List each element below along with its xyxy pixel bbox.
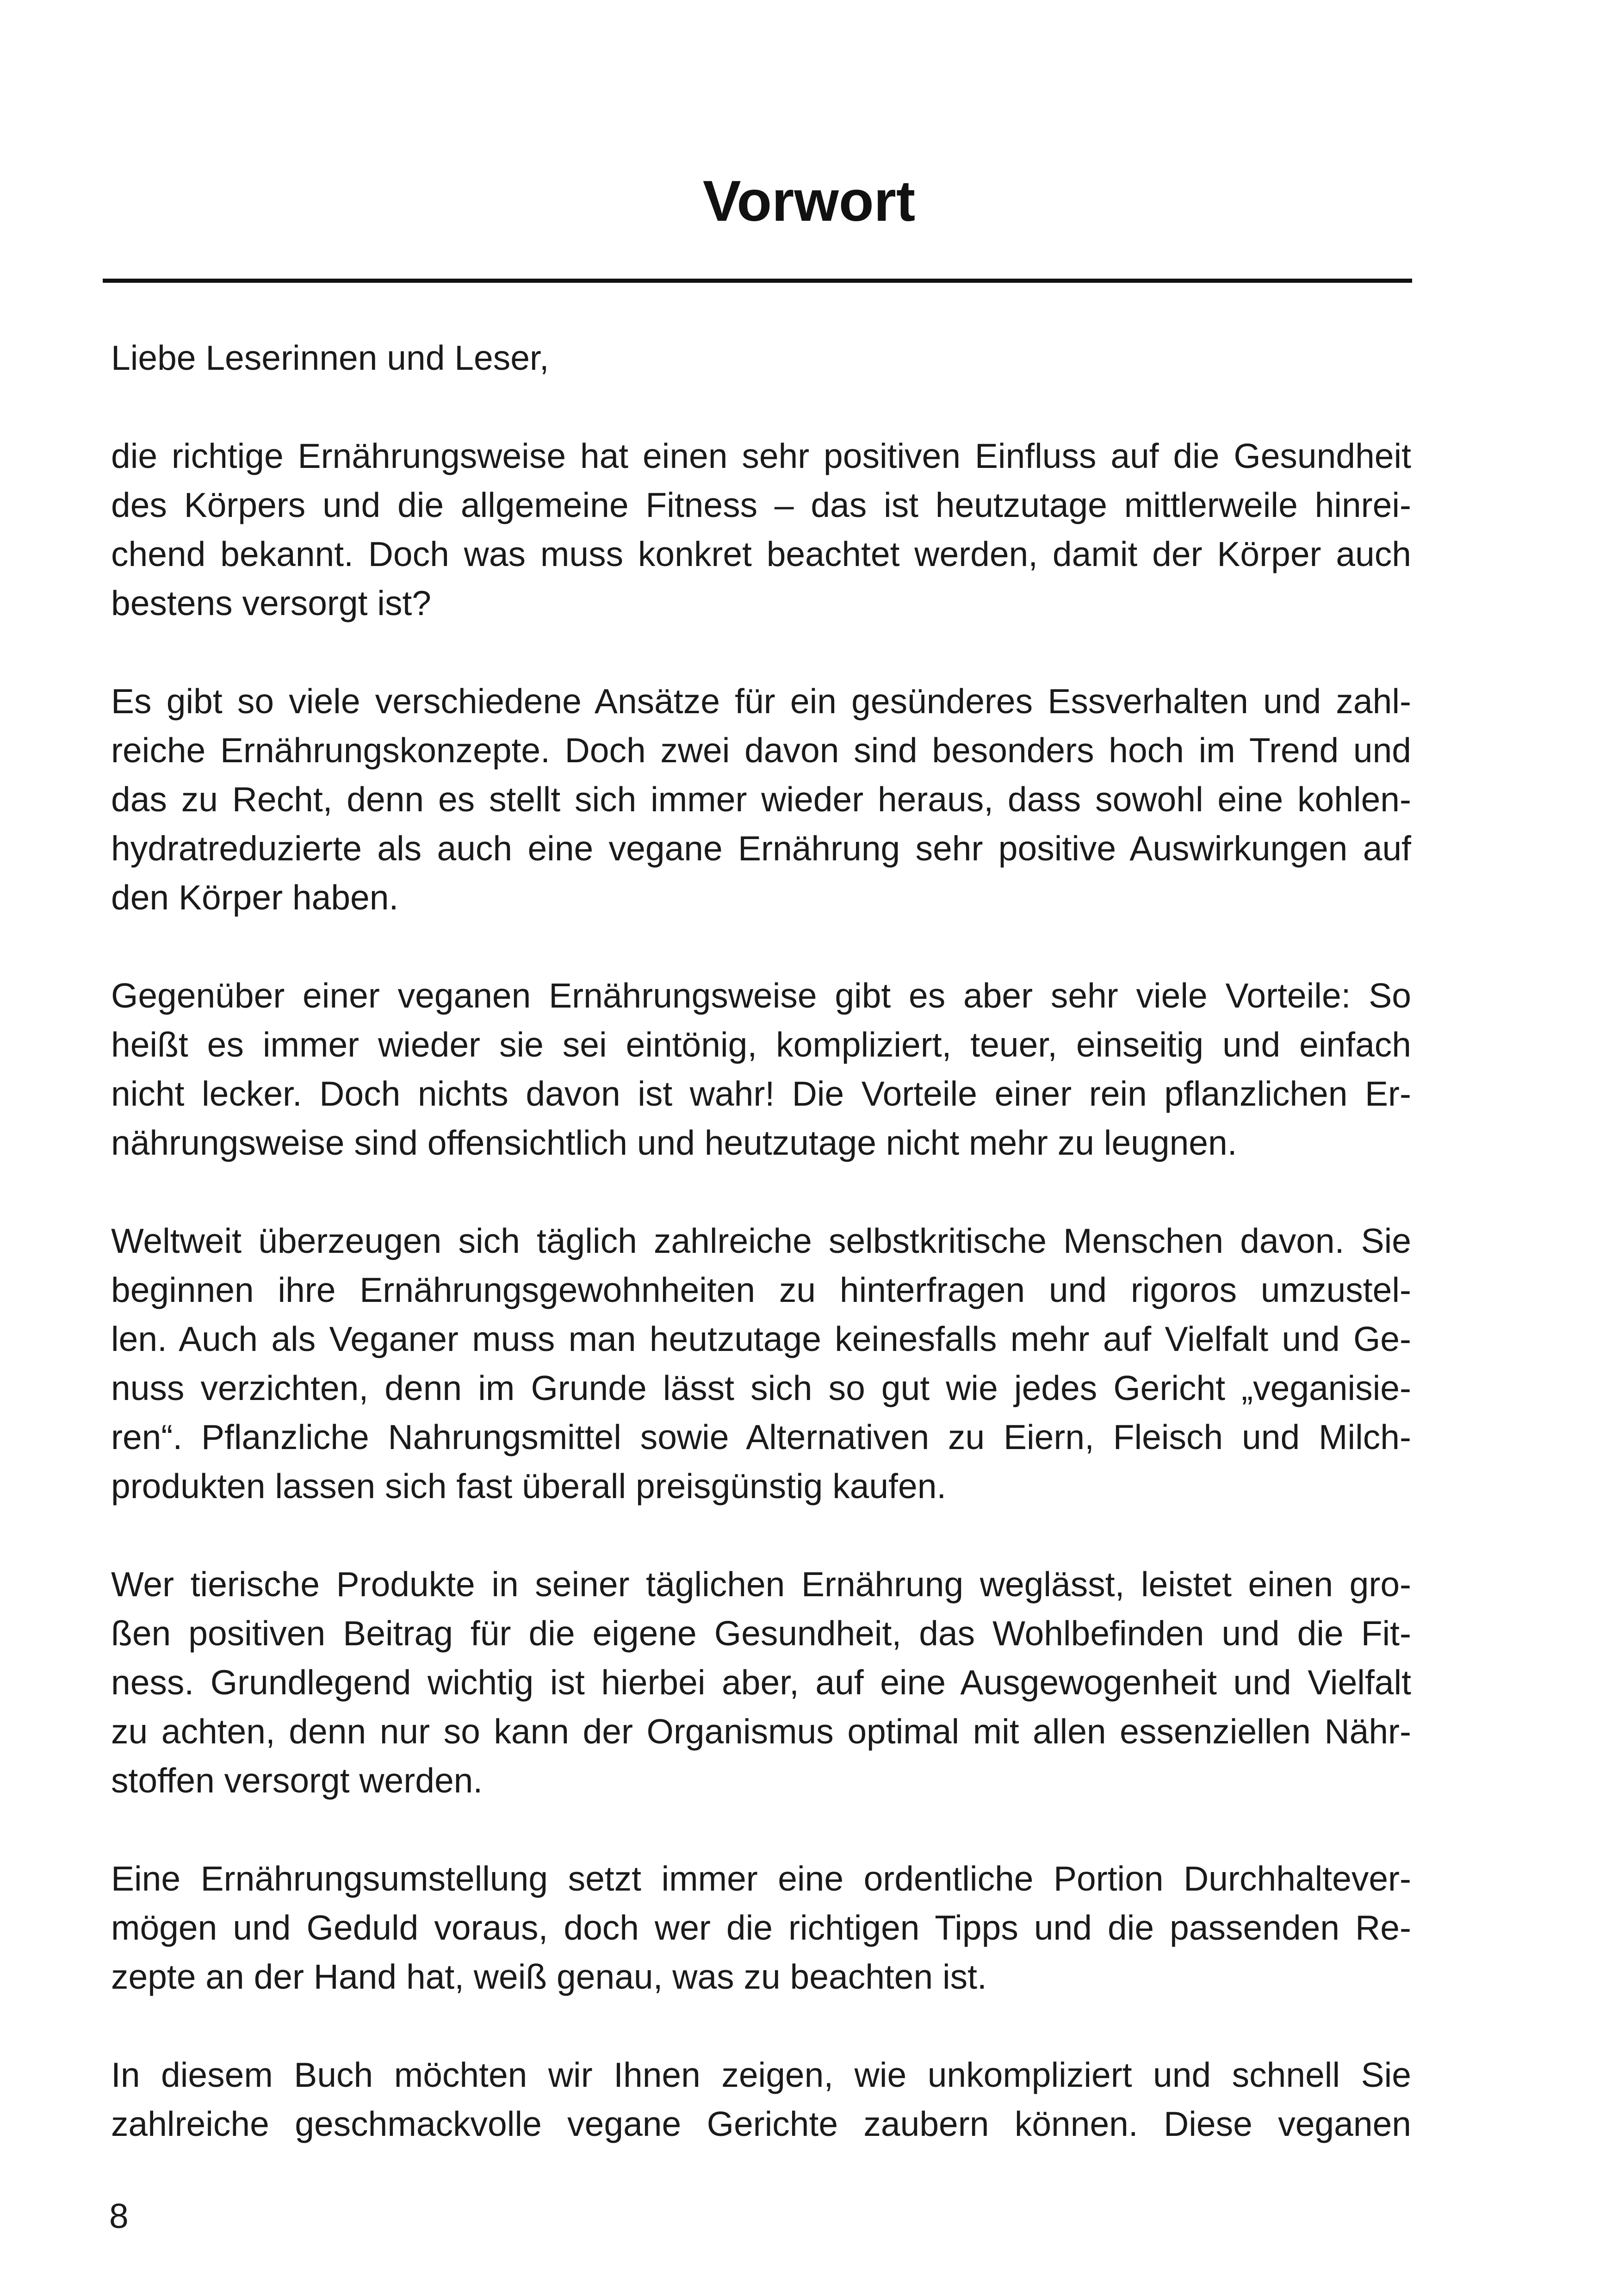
text-line: ness. Grundlegend wichtig ist hierbei aber, auf eine Ausgewogenheit und Vielfalt: [111, 1663, 1411, 1702]
text-line: beginnen ihre Ernährungsgewohnheiten zu hinterfragen und rigoros umzustel-: [111, 1270, 1411, 1309]
text-line: chend bekannt. Doch was muss konkret beachtet werden, damit der Körper auch: [111, 535, 1411, 573]
paragraph: [111, 1854, 1411, 2001]
text-line: nährungsweise sind offensichtlich und heutzutage nicht mehr zu leugnen.: [111, 1123, 1237, 1162]
paragraph: [111, 333, 1411, 382]
text-line: Gegenüber einer veganen Ernährungsweise gibt es aber sehr viele Vorteile: So: [111, 976, 1411, 1015]
paragraph: [111, 2050, 1411, 2148]
text-line: Eine Ernährungsumstellung setzt immer eine ordentliche Portion Durchhaltever-: [111, 1859, 1411, 1898]
text-line: nicht lecker. Doch nichts davon ist wahr! Die Vorteile einer rein pflanzlichen Er-: [111, 1074, 1411, 1113]
text-line: ren“. Pflanzliche Nahrungsmittel sowie Alternativen zu Eiern, Fleisch und Milch-: [111, 1418, 1411, 1456]
paragraph: [111, 1560, 1411, 1805]
title-divider: [103, 279, 1412, 283]
paragraph: [111, 677, 1411, 922]
text-line: heißt es immer wieder sie sei eintönig, kompliziert, teuer, einseitig und einfach: [111, 1025, 1411, 1064]
text-line: Wer tierische Produkte in seiner täglichen Ernährung weglässt, leistet einen gro-: [111, 1565, 1411, 1604]
text-line: hydratreduzierte als auch eine vegane Ernährung sehr positive Auswirkungen auf: [111, 829, 1411, 868]
paragraph: [111, 431, 1411, 628]
text-line: bestens versorgt ist?: [111, 584, 431, 622]
text-line: ßen positiven Beitrag für die eigene Gesundheit, das Wohlbefinden und die Fit-: [111, 1614, 1411, 1653]
text-line: das zu Recht, denn es stellt sich immer wieder heraus, dass sowohl eine kohlen-: [111, 780, 1411, 819]
body-text: [111, 333, 1411, 2197]
text-line: den Körper haben.: [111, 878, 399, 917]
text-line: des Körpers und die allgemeine Fitness – das ist heutzutage mittlerweile hinrei-: [111, 485, 1411, 524]
text-line: len. Auch als Veganer muss man heutzutage keinesfalls mehr auf Vielfalt und Ge-: [111, 1319, 1411, 1358]
page-number: 8: [109, 2196, 129, 2235]
text-line: reiche Ernährungskonzepte. Doch zwei davon sind besonders hoch im Trend und: [111, 731, 1411, 770]
text-line: In diesem Buch möchten wir Ihnen zeigen, wie unkompliziert und schnell Sie: [111, 2055, 1411, 2094]
text-line: mögen und Geduld voraus, doch wer die richtigen Tipps und die passenden Re-: [111, 1908, 1411, 1947]
page-title: Vorwort: [702, 169, 916, 233]
text-line: Liebe Leserinnen und Leser,: [111, 338, 549, 377]
text-line: Es gibt so viele verschiedene Ansätze für ein gesünderes Essverhalten und zahl-: [111, 682, 1411, 721]
text-line: zepte an der Hand hat, weiß genau, was zu beachten ist.: [111, 1957, 987, 1996]
text-line: Weltweit überzeugen sich täglich zahlreiche selbstkritische Menschen davon. Sie: [111, 1221, 1411, 1260]
text-line: stoffen versorgt werden.: [111, 1761, 483, 1800]
paragraph: [111, 1216, 1411, 1511]
text-line: nuss verzichten, denn im Grunde lässt sich so gut wie jedes Gericht „veganisie-: [111, 1369, 1411, 1407]
text-line: die richtige Ernährungsweise hat einen sehr positiven Einfluss auf die Gesundheit: [111, 436, 1411, 475]
text-line: produkten lassen sich fast überall preisgünstig kaufen.: [111, 1467, 947, 1506]
text-line: zu achten, denn nur so kann der Organismus optimal mit allen essenziellen Nähr-: [111, 1712, 1411, 1751]
text-line: zahlreiche geschmackvolle vegane Gerichte zaubern können. Diese veganen: [111, 2104, 1411, 2143]
paragraph: [111, 971, 1411, 1167]
